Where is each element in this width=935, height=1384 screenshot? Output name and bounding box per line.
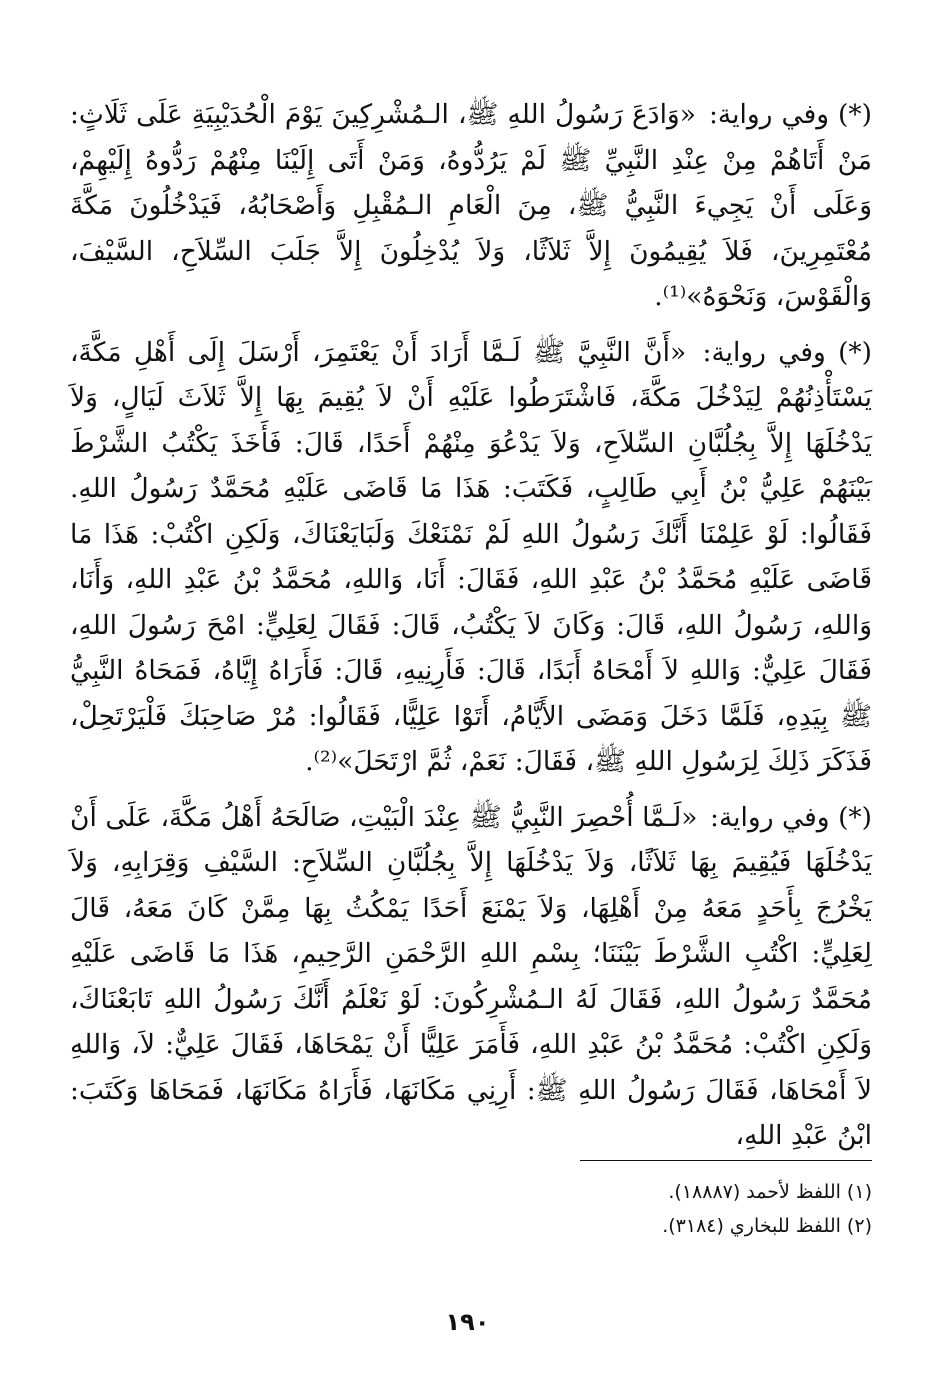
narration-lead: (*) وفي رواية: [708, 99, 872, 130]
hadith-paragraph-2 [70, 330, 872, 785]
hadith-text: «لَـمَّا أُحْصِرَ النَّبِيُّ ﷺ عِنْدَ الْبَيْتِ، صَالَحَهُ أَهْلُ مَكَّةَ، عَلَى أَنْ يَدْخُلَهَا فَيُقِيمَ بِهَا ثَلاَثًا، وَلاَ يَدْخُلَهَا إِلاَّ بِجُلُبَّانِ السِّلاَحِ: السَّيْفِ وَقِرَابِهِ، وَلاَ يَخْرُجَ بِأَحَدٍ مَعَهُ مِنْ أَهْلِهَا، وَلاَ يَمْنَعَ أَحَدًا يَمْكُثُ بِهَا مِمَّنْ كَانَ مَعَهُ، قَالَ لِعَلِيٍّ: اكْتُبِ الشَّرْطَ بَيْنَنَا؛ بِسْمِ اللهِ الرَّحْمَنِ الرَّحِيمِ، هَذَا مَا قَاضَى عَلَيْهِ مُحَمَّدٌ رَسُولُ اللهِ، فَقَالَ لَهُ الـمُشْرِكُونَ: لَوْ نَعْلَمُ أَنَّكَ رَسُولُ اللهِ تَابَعْنَاكَ، وَلَكِنِ اكْتُبْ: مُحَمَّدُ بْنُ عَبْدِ اللهِ، فَأَمَرَ عَلِيًّا أَنْ يَمْحَاهَا، فَقَالَ عَلِيٌّ: لاَ، وَاللهِ لاَ أَمْحَاهَا، فَقَالَ رَسُولُ اللهِ ﷺ: أَرِنِي مَكَانَهَا، فَأَرَاهُ مَكَانَهَا، فَمَحَاهَا وَكَتَبَ: ابْنُ عَبْدِ اللهِ، [70, 801, 872, 1151]
page-body [70, 92, 872, 1169]
footnotes [70, 1160, 872, 1243]
hadith-text: «وَادَعَ رَسُولُ اللهِ ﷺ، الـمُشْرِكِينَ يَوْمَ الْحُدَيْبِيَةِ عَلَى ثَلَاثٍ: مَنْ أَتَاهُمْ مِنْ عِنْدِ النَّبِيِّ ﷺ لَمْ يَرُدُّوهُ، وَمَنْ أَتَى إِلَيْنَا مِنْهُمْ رَدُّوهُ إِلَيْهِمْ، وَعَلَى أَنْ يَجِيءَ النَّبِيُّ ﷺ، مِنَ الْعَامِ الـمُقْبِلِ وَأَصْحَابُهُ، فَيَدْخُلُونَ مَكَّةَ مُعْتَمِرِينَ، فَلاَ يُقِيمُونَ إِلاَّ ثَلاَثًا، وَلاَ يُدْخِلُونَ إِلاَّ جَلَبَ السِّلاَحِ، السَّيْفَ، وَالْقَوْسَ، وَنَحْوَهُ»⁽¹⁾. [70, 99, 872, 312]
narration-lead: (*) وفي رواية: [702, 336, 872, 368]
hadith-paragraph-3 [70, 795, 872, 1159]
narration-lead: (*) وفي رواية: [710, 801, 872, 833]
page-number: ١٩٠ [445, 1308, 490, 1336]
footnote-1: (١) اللفظ لأحمد (١٨٨٨٧). [668, 1181, 872, 1203]
footnote-divider [580, 1160, 872, 1161]
hadith-text: «أَنَّ النَّبِيَّ ﷺ لَـمَّا أَرَادَ أَنْ يَعْتَمِرَ، أَرْسَلَ إِلَى أَهْلِ مَكَّةَ، يَسْتَأْذِنُهُمْ لِيَدْخُلَ مَكَّةَ، فَاشْتَرَطُوا عَلَيْهِ أَنْ لاَ يُقِيمَ بِهَا إِلاَّ ثَلاَثَ لَيَالٍ، وَلاَ يَدْخُلَهَا إِلاَّ بِجُلُبَّانِ السِّلاَحِ، وَلاَ يَدْعُوَ مِنْهُمْ أَحَدًا، قَالَ: فَأَخَذَ يَكْتُبُ الشَّرْطَ بَيْنَهُمْ عَلِيُّ بْنُ أَبِي طَالِبٍ، فَكَتَبَ: هَذَا مَا قَاضَى عَلَيْهِ مُحَمَّدٌ رَسُولُ اللهِ. فَقَالُوا: لَوْ عَلِمْنَا أَنَّكَ رَسُولُ اللهِ لَمْ نَمْنَعْكَ وَلَبَايَعْنَاكَ، وَلَكِنِ اكْتُبْ: هَذَا مَا قَاضَى عَلَيْهِ مُحَمَّدُ بْنُ عَبْدِ اللهِ، فَقَالَ: أَنَا، وَاللهِ، مُحَمَّدُ بْنُ عَبْدِ اللهِ، وَأَنَا، وَاللهِ، رَسُولُ اللهِ، قَالَ: وَكَانَ لاَ يَكْتُبُ، قَالَ: فَقَالَ لِعَلِيٍّ: امْحَ رَسُولَ اللهِ، فَقَالَ عَلِيٌّ: وَاللهِ لاَ أَمْحَاهُ أَبَدًا، قَالَ: فَأَرِنِيهِ، قَالَ: فَأَرَاهُ إِيَّاهُ، فَمَحَاهُ النَّبِيُّ ﷺ بِيَدِهِ، فَلَمَّا دَخَلَ وَمَضَى الأَيَّامُ، أَتَوْا عَلِيًّا، فَقَالُوا: مُرْ صَاحِبَكَ فَلْيَرْتَحِلْ، فَذَكَرَ ذَلِكَ لِرَسُولِ اللهِ ﷺ، فَقَالَ: نَعَمْ، ثُمَّ ارْتَحَلَ»⁽²⁾. [70, 336, 872, 777]
hadith-paragraph-1 [70, 92, 872, 320]
footnote-2: (٢) اللفظ للبخاري (٣١٨٤). [662, 1215, 872, 1237]
